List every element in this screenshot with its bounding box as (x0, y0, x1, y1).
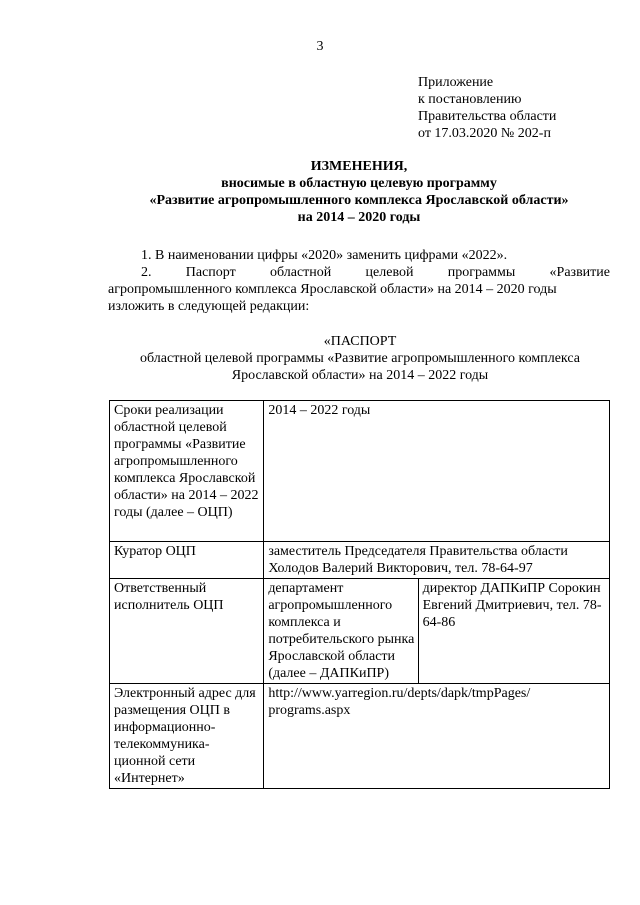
appendix-header (418, 74, 618, 142)
passport-table (109, 400, 610, 789)
appendix-line: Приложение (418, 75, 494, 90)
paragraph-2-line: агропромышленного комплекса Ярославской области» на 2014 – 2020 годы (108, 282, 557, 297)
document-title (0, 158, 640, 226)
internet-address: programs.aspx (268, 703, 351, 718)
table-cell-label: Сроки реализации областной целевой программы «Развитие агропромышленного комплекса Ярославской области» на 2014 – 2022 годы (далее – ОЦП) (110, 401, 264, 542)
table-cell-label: Электронный адрес для размещения ОЦП в информационно-телекоммуника-ционной сети «Интернет» (110, 684, 264, 789)
paragraph-2-line: изложить в следующей редакции: (108, 299, 310, 314)
internet-address: http://www.yarregion.ru/depts/dapk/tmpPages/ (268, 686, 531, 701)
table-cell-org: департамент агропромышленного комплекса и потребительского рынка Ярославской области (далее – ДАПКиПР) (264, 579, 418, 684)
table-cell-label: Ответственный исполнитель ОЦП (110, 579, 264, 684)
passport-heading-line: Ярославской области» на 2014 – 2022 годы (231, 368, 489, 383)
paragraph-1: 1. В наименовании цифры «2020» заменить цифрами «2022». (141, 248, 508, 263)
passport-heading-line: «ПАСПОРТ (323, 334, 397, 349)
table-row (110, 579, 610, 684)
curator-line: Холодов Валерий Викторович, тел. 78-64-97 (268, 561, 533, 576)
page-number: 3 (316, 39, 324, 54)
table-cell-label: Куратор ОЦП (110, 542, 264, 579)
title-line: ИЗМЕНЕНИЯ, (310, 159, 408, 174)
table-cell-value (264, 542, 610, 579)
curator-line: заместитель Председателя Правительства области (268, 544, 568, 559)
appendix-line: Правительства области (418, 109, 557, 124)
title-line: на 2014 – 2020 годы (297, 210, 421, 225)
table-row (110, 684, 610, 789)
body-text (108, 247, 610, 315)
appendix-line: к постановлению (418, 92, 522, 107)
table-row (110, 542, 610, 579)
title-line: вносимые в областную целевую программу (221, 176, 497, 191)
paragraph-2-line: 2. Паспорт областной целевой программы «Развитие (141, 265, 610, 280)
table-cell-value (264, 684, 610, 789)
title-line: «Развитие агропромышленного комплекса Ярославской области» (149, 193, 569, 208)
table-cell-person: директор ДАПКиПР Сорокин Евгений Дмитриевич, тел. 78-64-86 (418, 579, 609, 684)
table-cell-value: 2014 – 2022 годы (264, 401, 610, 542)
appendix-line: от 17.03.2020 № 202-п (418, 126, 551, 141)
table-row (110, 401, 610, 542)
passport-heading-line: областной целевой программы «Развитие агропромышленного комплекса (140, 351, 580, 366)
passport-heading (0, 333, 640, 384)
